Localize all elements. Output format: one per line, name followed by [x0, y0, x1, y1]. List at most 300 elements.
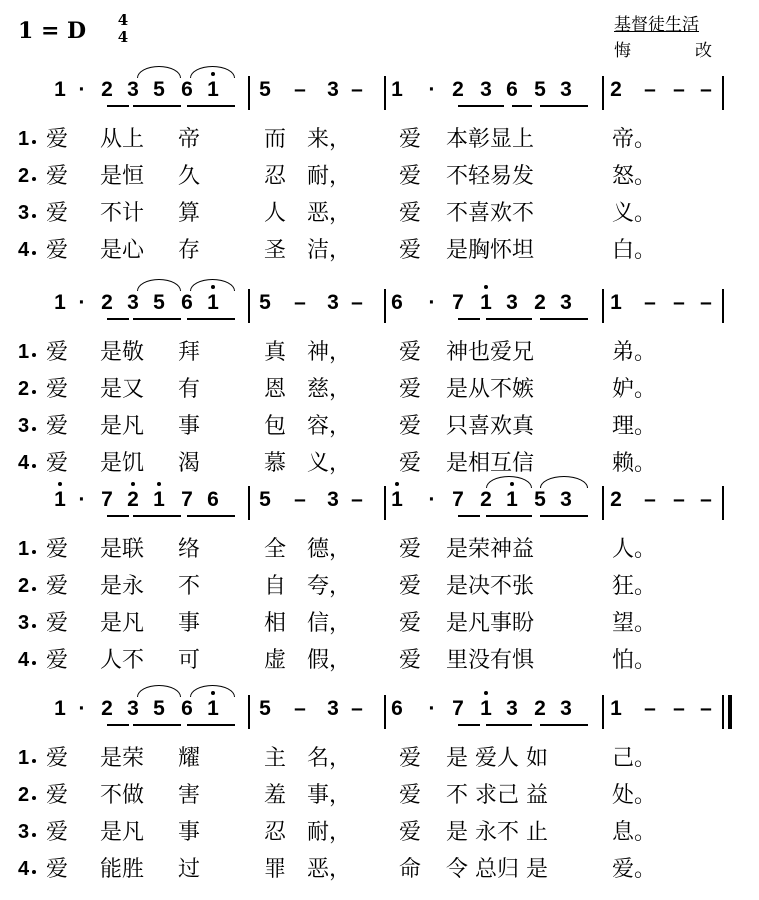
lyric-text: 神，	[307, 340, 352, 365]
lyric-text: 义，	[307, 451, 352, 476]
time-signature-top: 4	[117, 11, 129, 29]
lyric-text: 恶，	[307, 857, 352, 882]
lyric-text: 爱	[46, 857, 69, 882]
beam-underline	[512, 105, 532, 107]
lyric-text: 义。	[612, 201, 657, 226]
note: 1	[475, 291, 497, 315]
final-barline-thin	[722, 695, 724, 729]
note: 5	[259, 488, 271, 511]
note: 3	[327, 697, 339, 720]
lyric-text: 里没有惧	[446, 648, 535, 673]
verse-number: 2	[18, 378, 29, 401]
lyric-text: 久	[178, 164, 201, 189]
lyric-text: 信，	[307, 611, 352, 636]
arranger-credit	[614, 36, 712, 61]
dash-mark: –	[294, 291, 306, 314]
verse-line	[0, 643, 759, 681]
time-signature	[112, 12, 134, 46]
lyric-text: 人不	[100, 648, 145, 673]
key-signature: 1 = D	[18, 18, 87, 44]
lyric-text: 是心	[100, 238, 145, 263]
beam-underline	[133, 724, 181, 726]
lyric-text: 令 总归 是	[446, 857, 548, 882]
lyric-text: 爱	[399, 127, 422, 152]
note: 3	[506, 291, 518, 314]
verse-line	[0, 741, 759, 779]
verse-number-dot	[32, 464, 36, 468]
verse-line	[0, 446, 759, 484]
lyric-text: 主	[264, 746, 287, 771]
barline	[384, 486, 386, 520]
verse-number-dot	[32, 587, 36, 591]
slur-arc	[190, 279, 235, 291]
dash-mark: –	[673, 78, 685, 101]
barline	[722, 289, 724, 323]
note: 1	[610, 291, 622, 314]
lyric-text: 爱	[399, 574, 422, 599]
verse-line	[0, 606, 759, 644]
lyric-text: 不轻易发	[446, 164, 535, 189]
lyric-text: 是凡	[100, 414, 145, 439]
barline	[248, 695, 250, 729]
note: 3	[560, 78, 572, 101]
beam-underline	[486, 515, 532, 517]
verse-line	[0, 532, 759, 570]
dot-mark: ·	[428, 78, 436, 101]
note: 2	[534, 291, 546, 314]
verse-number-dot	[32, 427, 36, 431]
note: 1	[386, 488, 408, 512]
lyric-text: 神也爱兄	[446, 340, 535, 365]
verse-number: 2	[18, 165, 29, 188]
lyric-text: 是凡事盼	[446, 611, 535, 636]
lyric-text: 赖。	[612, 451, 657, 476]
lyric-text: 不计	[100, 201, 145, 226]
verse-number-dot	[32, 251, 36, 255]
lyric-text: 爱	[399, 611, 422, 636]
notation-line	[0, 480, 759, 532]
verse-number-dot	[32, 177, 36, 181]
lyric-text: 自	[264, 574, 287, 599]
note: 3	[127, 291, 139, 314]
note: 2	[101, 78, 113, 101]
lyric-text: 存	[178, 238, 201, 263]
lyric-text: 能胜	[100, 857, 145, 882]
lyric-text: 恩	[264, 377, 287, 402]
lyric-text: 怕。	[612, 648, 657, 673]
lyric-text: 是 永不 止	[446, 820, 548, 845]
beam-underline	[458, 105, 504, 107]
note: 1	[475, 697, 497, 721]
barline	[248, 289, 250, 323]
verse-number: 1	[18, 747, 29, 770]
note: 1	[202, 78, 224, 102]
beam-underline	[486, 318, 532, 320]
octave-dot	[58, 482, 62, 486]
lyric-text: 是恒	[100, 164, 145, 189]
lyric-text: 慈，	[307, 377, 352, 402]
note: 3	[560, 291, 572, 314]
lyric-text: 狂。	[612, 574, 657, 599]
lyric-text: 爱。	[612, 857, 657, 882]
lyric-text: 人	[264, 201, 287, 226]
dash-mark: –	[294, 697, 306, 720]
lyric-text: 夸，	[307, 574, 352, 599]
note: 1	[202, 697, 224, 721]
verse-number: 1	[18, 538, 29, 561]
octave-dot	[484, 691, 488, 695]
lyric-text: 是荣	[100, 746, 145, 771]
lyric-text: 望。	[612, 611, 657, 636]
note: 5	[153, 697, 165, 720]
lyric-text: 爱	[399, 164, 422, 189]
lyric-text: 不	[178, 574, 201, 599]
dash-mark: –	[351, 488, 363, 511]
verse-number: 4	[18, 649, 29, 672]
dash-mark: –	[644, 697, 656, 720]
verse-line	[0, 335, 759, 373]
lyric-text: 从上	[100, 127, 145, 152]
lyric-text: 爱	[46, 611, 69, 636]
lyric-text: 假，	[307, 648, 352, 673]
lyric-text: 是凡	[100, 820, 145, 845]
note: 3	[327, 291, 339, 314]
beam-underline	[107, 105, 129, 107]
verse-number: 3	[18, 415, 29, 438]
verse-number-dot	[32, 140, 36, 144]
time-signature-bottom: 4	[117, 28, 129, 46]
lyric-text: 是联	[100, 537, 145, 562]
note: 5	[534, 488, 546, 511]
note: 7	[181, 488, 193, 511]
lyric-text: 妒。	[612, 377, 657, 402]
lyric-text: 爱	[46, 648, 69, 673]
lyric-text: 忍	[264, 164, 287, 189]
verse-number-dot	[32, 661, 36, 665]
barline	[602, 76, 604, 110]
slur-arc	[137, 279, 181, 291]
octave-dot	[484, 285, 488, 289]
dot-mark: ·	[78, 78, 86, 101]
lyric-text: 洁，	[307, 238, 352, 263]
beam-underline	[107, 515, 129, 517]
lyric-text: 白。	[612, 238, 657, 263]
verse-number: 3	[18, 821, 29, 844]
lyric-text: 可	[178, 648, 201, 673]
note: 6	[181, 291, 193, 314]
dot-mark: ·	[78, 291, 86, 314]
lyric-text: 是 爱人 如	[446, 746, 548, 771]
dash-mark: –	[700, 488, 712, 511]
note: 7	[452, 291, 464, 314]
lyric-text: 爱	[399, 238, 422, 263]
dash-mark: –	[644, 291, 656, 314]
verse-number: 2	[18, 575, 29, 598]
octave-dot	[131, 482, 135, 486]
lyric-text: 爱	[46, 537, 69, 562]
lyric-text: 拜	[178, 340, 201, 365]
lyric-text: 不做	[100, 783, 145, 808]
lyric-text: 息。	[612, 820, 657, 845]
verse-line	[0, 815, 759, 853]
lyric-text: 爱	[46, 820, 69, 845]
credit-char-1: 悔	[614, 41, 631, 61]
barline	[602, 695, 604, 729]
lyric-text: 不 求己 益	[446, 783, 548, 808]
dot-mark: ·	[428, 488, 436, 511]
beam-underline	[133, 105, 181, 107]
lyric-text: 全	[264, 537, 287, 562]
note: 5	[259, 78, 271, 101]
lyric-text: 命	[399, 857, 422, 882]
lyric-text: 事	[178, 414, 201, 439]
beam-underline	[540, 515, 588, 517]
note: 1	[148, 488, 170, 512]
verse-number-dot	[32, 870, 36, 874]
lyric-text: 名，	[307, 746, 352, 771]
note: 5	[534, 78, 546, 101]
lyric-text: 爱	[399, 746, 422, 771]
lyric-text: 爱	[399, 377, 422, 402]
dot-mark: ·	[78, 697, 86, 720]
lyric-text: 是永	[100, 574, 145, 599]
verse-line	[0, 778, 759, 816]
note: 7	[452, 488, 464, 511]
lyric-text: 是凡	[100, 611, 145, 636]
lyric-text: 爱	[46, 164, 69, 189]
lyric-text: 事	[178, 611, 201, 636]
verse-number-dot	[32, 550, 36, 554]
lyric-text: 爱	[46, 451, 69, 476]
lyric-text: 忍	[264, 820, 287, 845]
dash-mark: –	[673, 697, 685, 720]
verse-number-dot	[32, 214, 36, 218]
note: 3	[327, 488, 339, 511]
beam-underline	[187, 724, 235, 726]
lyric-text: 罪	[264, 857, 287, 882]
dot-mark: ·	[78, 488, 86, 511]
lyric-text: 爱	[46, 746, 69, 771]
verse-number: 4	[18, 452, 29, 475]
verse-number-dot	[32, 796, 36, 800]
dash-mark: –	[644, 488, 656, 511]
barline	[248, 486, 250, 520]
lyric-text: 渴	[178, 451, 201, 476]
verse-number-dot	[32, 759, 36, 763]
lyric-text: 帝	[178, 127, 201, 152]
notation-line	[0, 283, 759, 335]
verse-line	[0, 852, 759, 890]
lyric-text: 是胸怀坦	[446, 238, 535, 263]
lyric-text: 慕	[264, 451, 287, 476]
note: 6	[207, 488, 219, 511]
slur-arc	[190, 66, 235, 78]
note: 6	[391, 291, 403, 314]
octave-dot	[395, 482, 399, 486]
verse-number: 4	[18, 858, 29, 881]
note: 2	[452, 78, 464, 101]
lyric-text: 真	[264, 340, 287, 365]
lyric-text: 爱	[399, 201, 422, 226]
lyric-text: 是从不嫉	[446, 377, 535, 402]
beam-underline	[540, 724, 588, 726]
note: 1	[54, 291, 66, 314]
note: 3	[480, 78, 492, 101]
note: 2	[610, 488, 622, 511]
note: 6	[181, 697, 193, 720]
verse-number-dot	[32, 353, 36, 357]
note: 5	[153, 291, 165, 314]
lyric-text: 恶，	[307, 201, 352, 226]
lyric-text: 圣	[264, 238, 287, 263]
credit-char-2: 改	[695, 41, 712, 61]
lyric-text: 而	[264, 127, 287, 152]
beam-underline	[133, 515, 181, 517]
note: 7	[452, 697, 464, 720]
verse-line	[0, 569, 759, 607]
lyric-text: 帝。	[612, 127, 657, 152]
source-attribution: 基督徒生活	[614, 15, 699, 35]
note: 1	[49, 488, 71, 512]
note: 2	[480, 488, 492, 511]
beam-underline	[486, 724, 532, 726]
note: 7	[101, 488, 113, 511]
note: 5	[259, 291, 271, 314]
verse-number-dot	[32, 390, 36, 394]
note: 1	[610, 697, 622, 720]
lyric-text: 是又	[100, 377, 145, 402]
lyric-text: 爱	[46, 414, 69, 439]
verse-number: 3	[18, 202, 29, 225]
lyric-text: 是荣神益	[446, 537, 535, 562]
lyric-text: 爱	[46, 377, 69, 402]
lyric-text: 是饥	[100, 451, 145, 476]
dash-mark: –	[351, 78, 363, 101]
lyric-text: 来，	[307, 127, 352, 152]
lyric-text: 耐，	[307, 164, 352, 189]
lyric-text: 爱	[399, 648, 422, 673]
lyric-text: 爱	[46, 574, 69, 599]
beam-underline	[187, 515, 235, 517]
lyric-text: 己。	[612, 746, 657, 771]
lyric-text: 是相互信	[446, 451, 535, 476]
lyric-text: 算	[178, 201, 201, 226]
final-barline-thick	[728, 695, 732, 729]
notation-line	[0, 689, 759, 741]
note: 6	[506, 78, 518, 101]
verse-number: 1	[18, 128, 29, 151]
note: 1	[54, 78, 66, 101]
note: 6	[181, 78, 193, 101]
lyric-text: 爱	[399, 340, 422, 365]
barline	[602, 486, 604, 520]
note: 3	[327, 78, 339, 101]
lyric-text: 德，	[307, 537, 352, 562]
lyric-text: 相	[264, 611, 287, 636]
note: 3	[127, 78, 139, 101]
note: 3	[560, 488, 572, 511]
verse-number: 4	[18, 239, 29, 262]
verse-number: 3	[18, 612, 29, 635]
lyric-text: 怒。	[612, 164, 657, 189]
lyric-text: 爱	[399, 414, 422, 439]
lyric-text: 弟。	[612, 340, 657, 365]
lyric-text: 不喜欢不	[446, 201, 535, 226]
beam-underline	[187, 105, 235, 107]
lyric-text: 事，	[307, 783, 352, 808]
barline	[384, 695, 386, 729]
beam-underline	[540, 105, 588, 107]
lyric-text: 只喜欢真	[446, 414, 535, 439]
note: 2	[122, 488, 144, 512]
beam-underline	[458, 515, 480, 517]
lyric-text: 事	[178, 820, 201, 845]
note: 3	[127, 697, 139, 720]
notation-line	[0, 70, 759, 122]
dash-mark: –	[294, 488, 306, 511]
lyric-text: 爱	[46, 340, 69, 365]
note: 1	[54, 697, 66, 720]
lyric-text: 是敬	[100, 340, 145, 365]
note: 2	[610, 78, 622, 101]
octave-dot	[157, 482, 161, 486]
dash-mark: –	[700, 291, 712, 314]
dash-mark: –	[294, 78, 306, 101]
note: 3	[506, 697, 518, 720]
lyric-text: 容，	[307, 414, 352, 439]
beam-underline	[107, 724, 129, 726]
note: 5	[153, 78, 165, 101]
lyric-text: 是决不张	[446, 574, 535, 599]
verse-line	[0, 122, 759, 160]
note: 5	[259, 697, 271, 720]
lyric-text: 害	[178, 783, 201, 808]
lyric-text: 过	[178, 857, 201, 882]
note: 1	[202, 291, 224, 315]
beam-underline	[540, 318, 588, 320]
lyric-text: 爱	[46, 783, 69, 808]
verse-line	[0, 196, 759, 234]
beam-underline	[133, 318, 181, 320]
dash-mark: –	[673, 291, 685, 314]
dot-mark: ·	[428, 697, 436, 720]
barline	[602, 289, 604, 323]
note: 1	[391, 78, 403, 101]
lyric-text: 爱	[46, 201, 69, 226]
lyric-text: 爱	[399, 783, 422, 808]
lyric-text: 络	[178, 537, 201, 562]
barline	[384, 76, 386, 110]
lyric-text: 羞	[264, 783, 287, 808]
dot-mark: ·	[428, 291, 436, 314]
dash-mark: –	[351, 697, 363, 720]
lyric-text: 处。	[612, 783, 657, 808]
barline	[384, 289, 386, 323]
beam-underline	[187, 318, 235, 320]
lyric-text: 本彰显上	[446, 127, 535, 152]
verse-line	[0, 233, 759, 271]
barline	[722, 486, 724, 520]
lyric-text: 爱	[46, 127, 69, 152]
dash-mark: –	[644, 78, 656, 101]
dash-mark: –	[351, 291, 363, 314]
lyric-text: 有	[178, 377, 201, 402]
lyric-text: 人。	[612, 537, 657, 562]
lyric-text: 理。	[612, 414, 657, 439]
dash-mark: –	[700, 78, 712, 101]
lyric-text: 爱	[46, 238, 69, 263]
lyric-text: 爱	[399, 451, 422, 476]
